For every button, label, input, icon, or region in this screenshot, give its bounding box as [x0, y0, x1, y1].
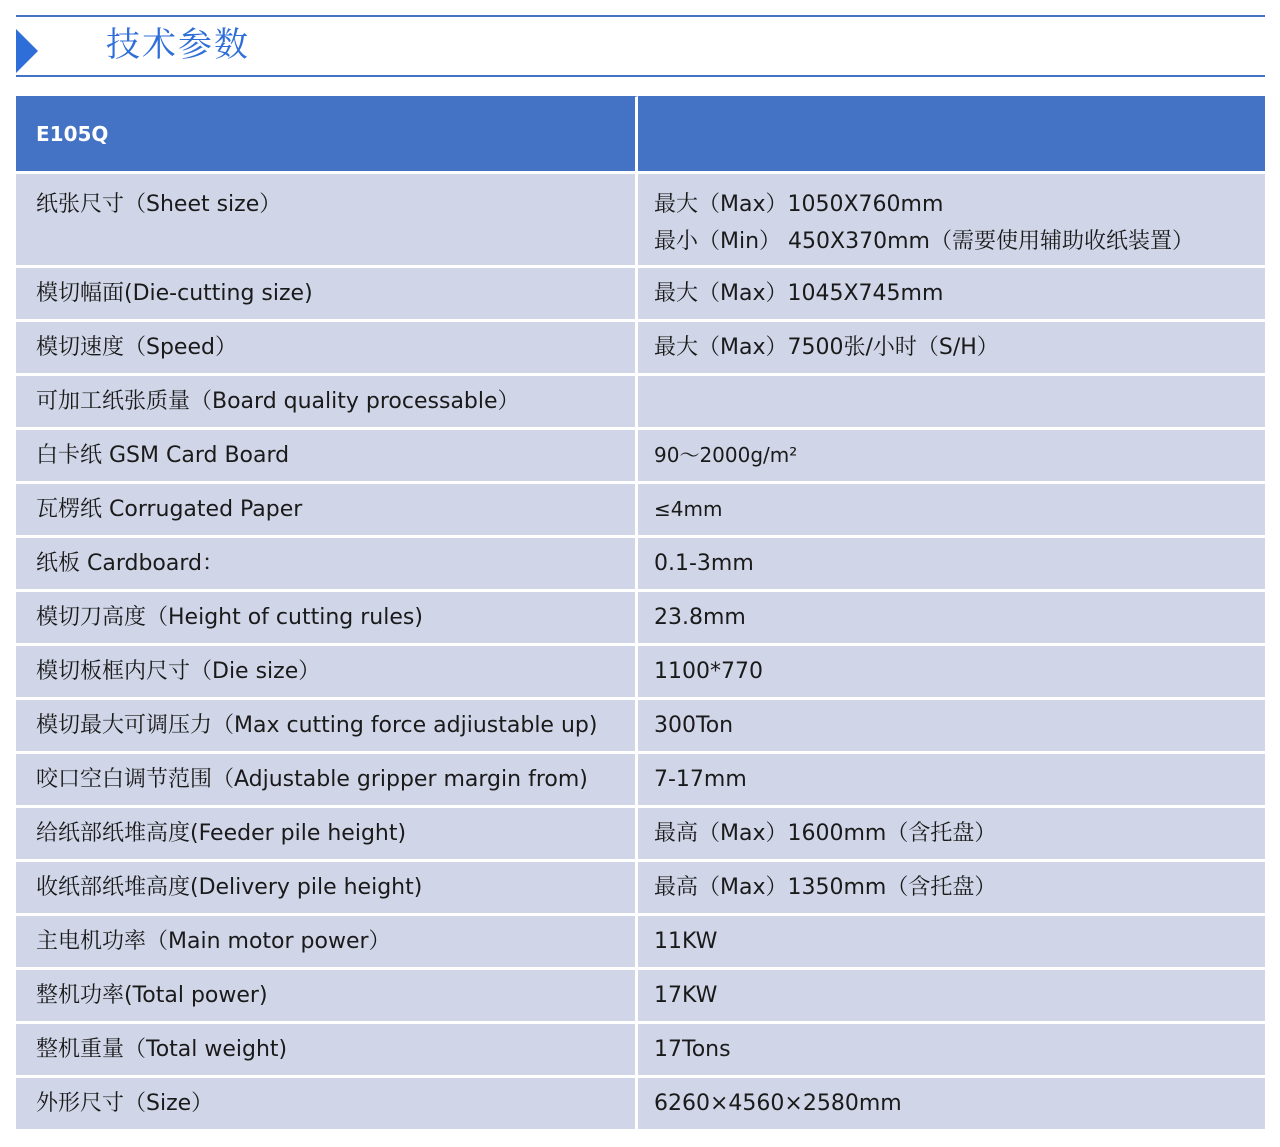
spec-value-line: 300Ton — [654, 713, 734, 738]
spec-value-line: 17Tons — [654, 1037, 731, 1062]
table-row — [16, 967, 1265, 1021]
table-row — [16, 1021, 1265, 1075]
spec-label: 收纸部纸堆高度(Delivery pile height) — [16, 859, 638, 913]
table-row — [16, 1075, 1265, 1129]
spec-label: 白卡纸 GSM Card Board — [16, 427, 638, 481]
spec-value — [638, 319, 1265, 373]
spec-table — [16, 96, 1265, 1129]
page-title: 技术参数 — [106, 25, 250, 65]
spec-value-line: 最大（Max）1045X745mm — [654, 281, 944, 306]
spec-value — [638, 1075, 1265, 1129]
spec-label: 给纸部纸堆高度(Feeder pile height) — [16, 805, 638, 859]
spec-value — [638, 805, 1265, 859]
table-row — [16, 805, 1265, 859]
spec-value-line: 最高（Max）1350mm（含托盘） — [654, 875, 997, 900]
spec-value — [638, 643, 1265, 697]
spec-value — [638, 751, 1265, 805]
spec-value-line: 7-17mm — [654, 767, 747, 792]
spec-label: 咬口空白调节范围（Adjustable gripper margin from) — [16, 751, 638, 805]
spec-label: 模切速度（Speed） — [16, 319, 638, 373]
spec-label: 整机功率(Total power) — [16, 967, 638, 1021]
header-bottom-rule — [16, 75, 1265, 77]
spec-label: 外形尺寸（Size） — [16, 1075, 638, 1129]
spec-value-line: 1100*770 — [654, 659, 763, 684]
spec-label: 瓦楞纸 Corrugated Paper — [16, 481, 638, 535]
table-row — [16, 589, 1265, 643]
spec-label: 纸板 Cardboard： — [16, 535, 638, 589]
model-name: E105Q — [16, 96, 638, 171]
spec-value-line: ≤4mm — [654, 497, 723, 521]
spec-value-line: 最高（Max）1600mm（含托盘） — [654, 821, 997, 846]
header-top-rule — [16, 15, 1265, 17]
spec-value — [638, 427, 1265, 481]
spec-value-line: 最大（Max）1050X760mm — [654, 192, 944, 217]
spec-value — [638, 373, 1265, 427]
table-row — [16, 265, 1265, 319]
spec-value-line: 最大（Max）7500张/小时（S/H） — [654, 335, 999, 360]
spec-value-line: 最小（Min） 450X370mm（需要使用辅助收纸装置） — [654, 229, 1194, 254]
spec-label: 模切幅面(Die-cutting size) — [16, 265, 638, 319]
spec-label: 主电机功率（Main motor power） — [16, 913, 638, 967]
table-row — [16, 913, 1265, 967]
spec-value-line: 17KW — [654, 983, 718, 1008]
table-row — [16, 427, 1265, 481]
table-row — [16, 319, 1265, 373]
spec-value — [638, 967, 1265, 1021]
spec-value — [638, 913, 1265, 967]
table-header-row — [16, 96, 1265, 171]
spec-label: 模切板框内尺寸（Die size） — [16, 643, 638, 697]
spec-value — [638, 589, 1265, 643]
table-row — [16, 481, 1265, 535]
spec-label: 纸张尺寸（Sheet size） — [16, 171, 638, 265]
table-row — [16, 373, 1265, 427]
table-row — [16, 643, 1265, 697]
spec-label: 整机重量（Total weight) — [16, 1021, 638, 1075]
table-row — [16, 535, 1265, 589]
spec-value — [638, 171, 1265, 265]
spec-label: 模切刀高度（Height of cutting rules) — [16, 589, 638, 643]
spec-value — [638, 697, 1265, 751]
table-row — [16, 697, 1265, 751]
spec-table-body — [16, 171, 1265, 1129]
model-value — [638, 96, 1265, 171]
spec-value — [638, 481, 1265, 535]
section-header — [16, 15, 1265, 77]
spec-value-line: 6260×4560×2580mm — [654, 1091, 902, 1116]
spec-value-line: 90～2000g/m² — [654, 443, 798, 467]
spec-value-line: 11KW — [654, 929, 718, 954]
arrow-right-icon — [16, 29, 38, 73]
spec-value-line: 0.1-3mm — [654, 551, 754, 576]
table-row — [16, 859, 1265, 913]
spec-label: 可加工纸张质量（Board quality processable） — [16, 373, 638, 427]
table-row — [16, 171, 1265, 265]
table-row — [16, 751, 1265, 805]
spec-value — [638, 1021, 1265, 1075]
spec-value — [638, 535, 1265, 589]
spec-value — [638, 859, 1265, 913]
spec-value — [638, 265, 1265, 319]
spec-value-line: 23.8mm — [654, 605, 746, 630]
spec-label: 模切最大可调压力（Max cutting force adjiustable up) — [16, 697, 638, 751]
